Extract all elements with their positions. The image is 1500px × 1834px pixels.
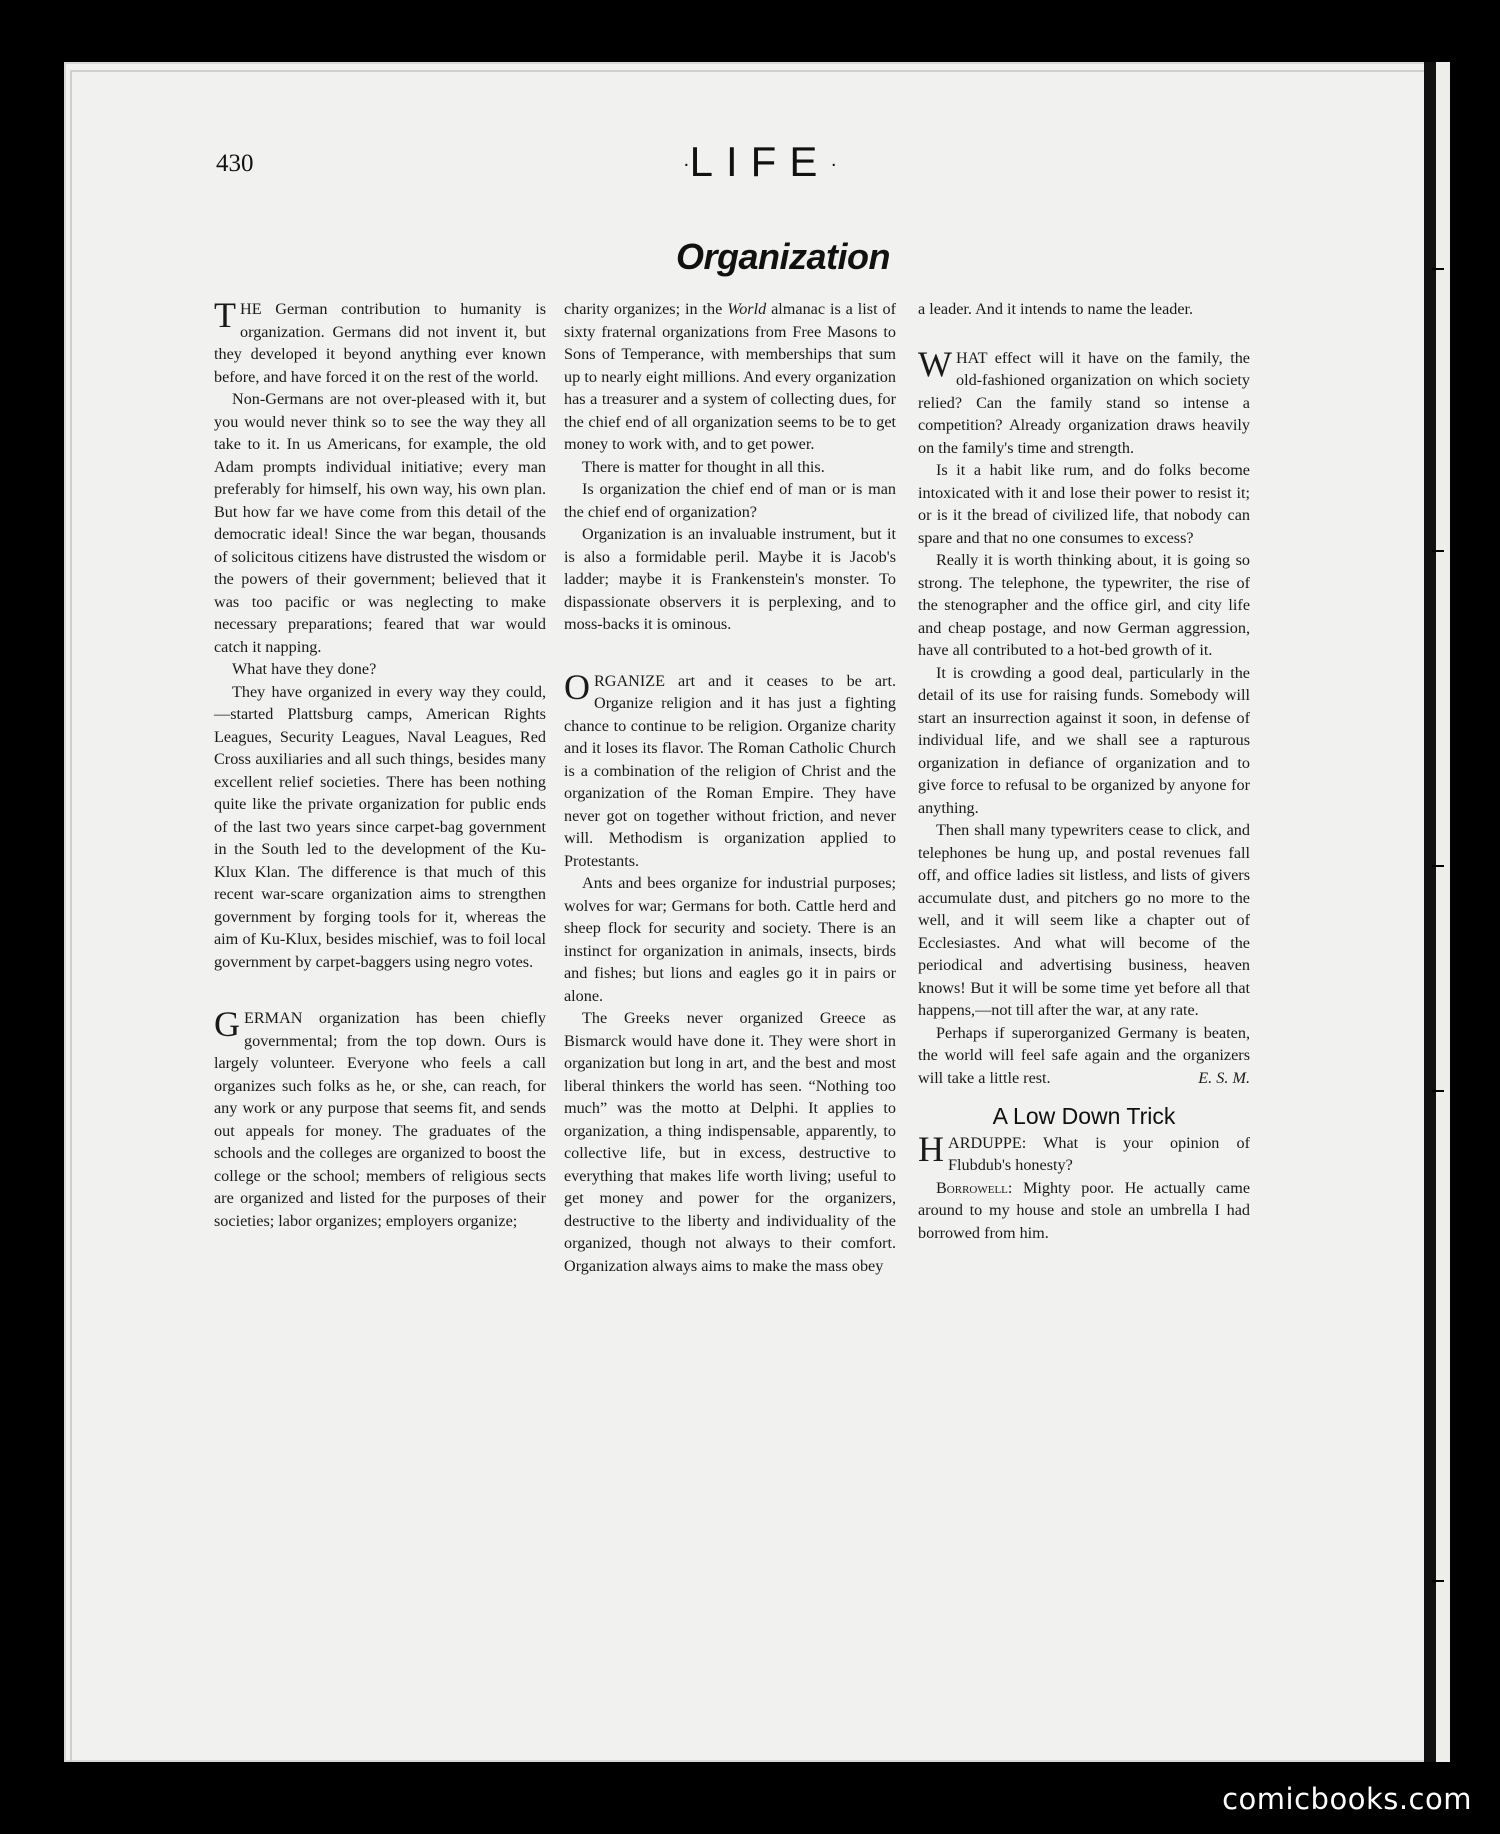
- masthead-dot: ·: [830, 153, 838, 176]
- spine-tick: [1432, 1580, 1444, 1582]
- paragraph-text: HAT effect will it have on the family, the old-fashioned organization on which society relied? Can the family stand so intense a competition? Already organization draws heavily on the family's time and strength.: [918, 348, 1250, 457]
- paragraph: [918, 1128, 1250, 1177]
- drop-cap: W: [918, 343, 952, 384]
- paragraph: What have they done?: [232, 660, 377, 678]
- drop-cap: T: [214, 295, 236, 335]
- column-3: [918, 298, 1250, 1244]
- paragraph: The Greeks never organized Greece as Bismarck would have done it. They were short in organization but long in art, and the best and most liberal thinkers the world has seen. “Nothing too much” was the motto at Delphi. It applies to organization, a thing indispensable, apparently, to collective life, but in excess, destructive to everything that makes life worth living; useful to get money and power for the organizers, destructive to the liberty and individuality of the organized, though not always to their comfort. Organization always aims to make the mass obey: [564, 1009, 896, 1275]
- page-number-display: 430: [216, 150, 254, 177]
- paragraph: Non-Germans are not over-pleased with it, but you would never think so to see the way they all take to it. In us Americans, for example, the old Adam prompts individual initiative; every man preferably for himself, his own way, his own plan. But how far we have come from this detail of the democratic ideal! Since the war began, thousands of solicitous citizens have distrusted the wisdom or the powers of their government; believed that it was too pacific or was neglecting to make necessary preparations; feared that war would catch it napping.: [214, 390, 546, 656]
- paragraph: [214, 1004, 546, 1232]
- column-2: [564, 298, 896, 1277]
- site-watermark: comicbooks.com: [1222, 1782, 1472, 1816]
- drop-cap: O: [564, 666, 590, 707]
- paragraph: There is matter for thought in all this.: [582, 457, 825, 476]
- paragraph: [918, 1177, 1250, 1245]
- article-title: Organization: [675, 236, 890, 277]
- masthead-dot: ·: [682, 153, 690, 176]
- paragraph: [918, 1022, 1250, 1090]
- paragraph: Organization is an invaluable instrument, but it is also a formidable peril. Maybe it is Jacob's ladder; maybe it is Frankenstein's monster. To dispassionate observers it is perplexing, and to moss-backs it is ominous.: [564, 525, 896, 633]
- masthead-title: LIFE: [689, 138, 831, 185]
- paragraph-text: Perhaps if superorganized Germany is beaten, the world will feel safe again and the organizers will take a little rest.: [918, 1023, 1250, 1087]
- paragraph: [214, 295, 546, 388]
- italic-word: World: [727, 300, 767, 318]
- column-1: [214, 295, 546, 1232]
- paragraph: Really it is worth thinking about, it is going so strong. The telephone, the typewriter, the rise of the stenographer and the office girl, and city life and cheap postage, and now German aggression, have all contributed to a hot-bed growth of it.: [918, 551, 1250, 659]
- book-spine: [1424, 62, 1436, 1762]
- spine-tick: [1432, 550, 1444, 552]
- paragraph-text: RGANIZE art and it ceases to be art. Organize religion and it has just a fighting chance to continue to be religion. Organize charity and it loses its flavor. The Roman Catholic Church is a combination of the religion of Christ and the organization of the Roman Empire. They have never got on together without friction, and never will. Methodism is organization applied to Protestants.: [564, 671, 896, 870]
- spine-tick: [1432, 865, 1444, 867]
- author-signature: E. S. M.: [1198, 1068, 1250, 1087]
- speaker-name: Borrowell:: [936, 1178, 1013, 1197]
- paragraph-text: HE German contribution to humanity is organization. Germans did not invent it, but they developed it beyond anything ever known before, and have forced it on the rest of the world.: [214, 300, 546, 386]
- paragraph: It is crowding a good deal, particularly in the detail of its use for raising funds. Somebody will start an insurrection against it soon, in defense of individual life, and we shall see a rapturous organization in defiance of organization and to give force to refusal to be organized by anyone for anything.: [918, 663, 1250, 817]
- paragraph: Ants and bees organize for industrial purposes; wolves for war; Germans for both. Cattle herd and sheep flock for security and society. There is an instinct for organization in animals, insects, birds and fishes; but lions and eagles go it in pairs or alone.: [564, 874, 896, 1005]
- paragraph: [564, 298, 896, 456]
- paragraph-text: Mighty poor. He actually came around to my house and stole an umbrella I had borrowed from him.: [918, 1178, 1250, 1242]
- paragraph: Is it a habit like rum, and do folks become intoxicated with it and lose their power to resist it; or is it the bread of civilized life, that nobody can spare and that no one consumes to excess?: [918, 461, 1250, 547]
- paragraph: [564, 666, 896, 873]
- paragraph: Is organization the chief end of man or is man the chief end of organization?: [564, 480, 896, 521]
- paragraph: They have organized in every way they could,—started Plattsburg camps, American Rights Leagues, Security Leagues, Naval Leagues, Red Cross auxiliaries and all such things, besides many excellent relief societies. There has been nothing quite like the private organization for public ends of the last two years since carpet-bag government in the South led to the development of the Ku-Klux Klan. The difference is that much of this recent war-scare organization aims to strengthen government by forging tools for it, whereas the aim of Ku-Klux, besides mischief, was to foil local government by carpet-baggers using negro votes.: [214, 682, 546, 971]
- spine-tick: [1432, 268, 1444, 270]
- paragraph-text: ERMAN organization has been chiefly governmental; from the top down. Ours is largely volunteer. Everyone who feels a call organizes such folks as he, or she, can reach, for any work or any purpose that seems fit, and sends out appeals for money. The graduates of the schools and the colleges are organized to boost the college or the school; members of religious sects are organized and listed for the purposes of their societies; labor organizes; employers organize;: [214, 1009, 546, 1230]
- paragraph-text: charity organizes; in the: [564, 300, 728, 318]
- facing-page-edge: [1436, 62, 1450, 1762]
- paragraph-text: almanac is a list of sixty fraternal organizations from Free Masons to Sons of Temperance, with memberships that sum up to nearly eight millions. And every organization has a treasurer and a system of collecting dues, for the chief end of all organization seems to be to get money to work with, and to get power.: [564, 300, 896, 453]
- masthead: [560, 138, 960, 186]
- section-subhead: A Low Down Trick: [992, 1103, 1176, 1129]
- paragraph-text: ARDUPPE: What is your opinion of Flubdub's honesty?: [948, 1133, 1250, 1174]
- drop-cap: G: [214, 1004, 240, 1044]
- drop-cap: H: [918, 1128, 944, 1169]
- spine-tick: [1432, 1090, 1444, 1092]
- paragraph: a leader. And it intends to name the leader.: [918, 300, 1194, 318]
- paragraph: [918, 343, 1250, 460]
- paragraph: Then shall many typewriters cease to click, and telephones be hung up, and postal revenues fall off, and office ladies sit listless, and lists of givers accumulate dust, and pitchers go no more to the well, and it will seem like a chapter out of Ecclesiastes. And what will become of the periodical and advertising business, heaven knows! But it will be some time yet before all that happens,—not till after the war, at any rate.: [918, 821, 1250, 1019]
